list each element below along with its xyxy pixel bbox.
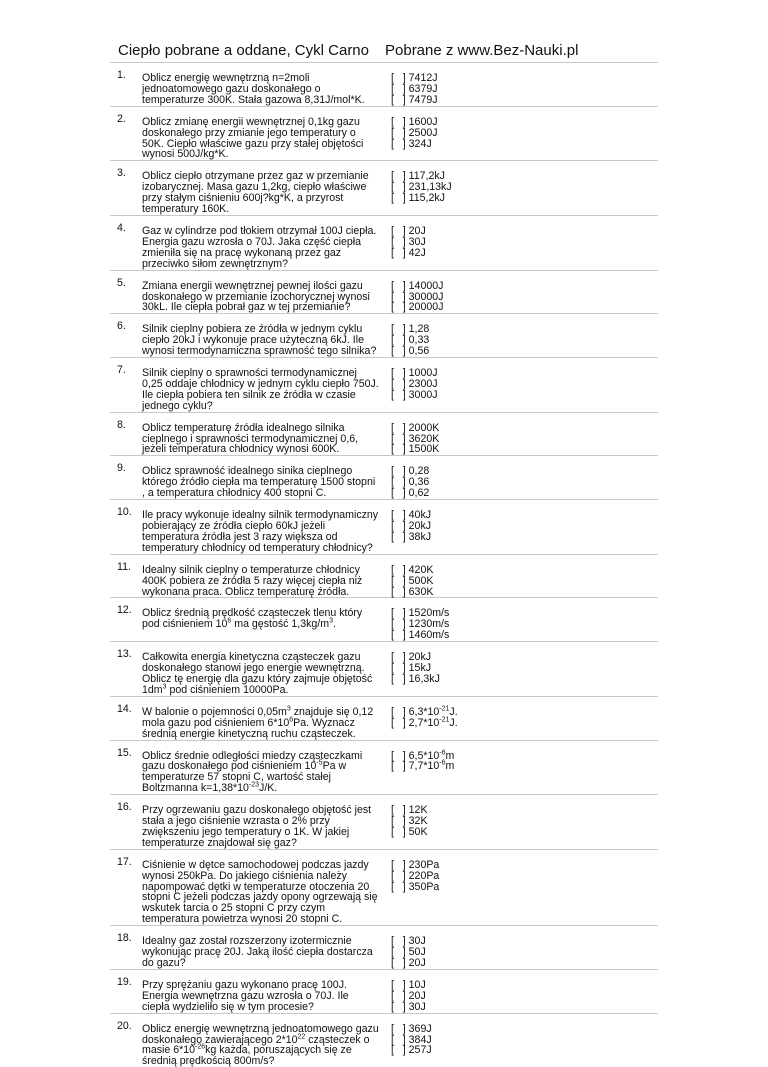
question-text <box>136 500 383 554</box>
question-text-cell <box>136 358 383 413</box>
question-text-cell <box>136 1013 383 1067</box>
question-text <box>136 697 383 740</box>
answer-option[interactable]: [ ] 50J <box>391 946 426 959</box>
question-text <box>136 850 383 925</box>
answer-option[interactable]: [ ] 16,3kJ <box>391 672 440 685</box>
question-number-cell <box>110 106 136 161</box>
question-number: 6. <box>117 320 126 333</box>
question-text-part: Oblicz ciepło otrzymane przez gaz w przemianie izobarycznej. Masa gazu 1,2kg, ciepło właściwe przy stałym ciśnieniu 600j?kg*K, a przyrost temperatury 160K. <box>142 170 369 216</box>
question-number-cell <box>110 696 136 740</box>
answer-option[interactable]: [ ] 220Pa <box>391 869 440 882</box>
question-number: 3. <box>117 167 126 180</box>
superscript: 6 <box>227 617 232 625</box>
question-number-cell <box>110 314 136 358</box>
question-text <box>136 314 383 357</box>
question-text-cell <box>136 314 383 358</box>
superscript: -21 <box>439 716 450 724</box>
answer-options <box>383 500 658 543</box>
answer-option[interactable]: [ ] 7479J <box>391 93 438 106</box>
answers-cell <box>383 598 658 642</box>
answer-option[interactable]: [ ] 1460m/s <box>391 629 450 642</box>
question-row <box>110 215 658 270</box>
answer-option[interactable]: [ ] 1230m/s <box>391 618 450 631</box>
question-row <box>110 849 658 925</box>
answer-option[interactable]: [ ] 14000J <box>391 279 444 292</box>
answer-option[interactable]: [ ] 40kJ <box>391 509 432 522</box>
answer-option[interactable]: [ ] 6379J <box>391 82 438 95</box>
question-row <box>110 161 658 216</box>
answers-cell <box>383 696 658 740</box>
answer-option[interactable]: [ ] 30J <box>391 235 426 248</box>
answer-option[interactable]: [ ] 0,56 <box>391 345 430 358</box>
question-text-part: . <box>332 618 336 631</box>
question-text-cell <box>136 598 383 642</box>
answer-option[interactable]: [ ] 7412J <box>391 72 438 84</box>
answer-option[interactable]: [ ] 30J <box>391 935 426 948</box>
superscript: -6 <box>439 759 446 767</box>
answer-option[interactable]: [ ] 20J <box>391 989 426 1002</box>
question-row <box>110 412 658 456</box>
question-number: 15. <box>117 746 132 759</box>
answer-option[interactable]: [ ] 20J <box>391 224 426 237</box>
answer-option[interactable]: [ ] 20J <box>391 957 426 969</box>
question-text-part: Oblicz energię wewnętrzną jednoatomowego gazu doskonałego zawierającego 2*10 <box>142 1022 379 1046</box>
question-text-part: Oblicz sprawność idealnego sinika cieplnego którego źródło ciepła ma temperaturę 1500 stopni , a temperatura chłodnicy 400 stopni C. <box>142 465 376 500</box>
answer-option[interactable]: [ ] 30J <box>391 1000 426 1013</box>
question-text-part: Przy sprężaniu gazu wykonano pracę 100J. Energia wewnętrzna gazu wzrosła o 70J. Ile ciepła wydzieliło się w tym procesie? <box>142 978 349 1013</box>
answer-option[interactable]: [ ] 115,2kJ <box>391 192 445 205</box>
answers-cell <box>383 849 658 925</box>
question-text <box>136 216 383 270</box>
superscript: -5 <box>316 759 323 767</box>
question-text-part: Pa. Wyznacz średnią energie kinetyczną ruchu cząsteczek. <box>142 716 356 740</box>
questions-table <box>110 62 658 1067</box>
question-number-cell <box>110 926 136 970</box>
answer-option[interactable]: [ ] 12K <box>391 804 428 817</box>
question-number-cell <box>110 795 136 850</box>
answer-options <box>383 1014 658 1057</box>
question-text-part: znajduje się 0,12 mola gazu pod ciśnieniem 6*10 <box>142 705 374 729</box>
question-text <box>136 63 383 106</box>
answer-option[interactable]: [ ] 1520m/s <box>391 607 450 620</box>
answer-option[interactable]: [ ] 2300J <box>391 377 438 390</box>
superscript: -26 <box>195 1043 206 1051</box>
answers-cell <box>383 500 658 555</box>
answer-options <box>383 850 658 893</box>
question-text-part: Przy ogrzewaniu gazu doskonałego objętość jest stała a jego ciśnienie wzrasta o 2% przy zwiększeniu jego temperatury o 1K. W jakiej temperaturze znajdował się gaz? <box>142 804 372 849</box>
answer-options <box>383 63 658 106</box>
question-number: 13. <box>117 648 132 661</box>
answer-options <box>383 161 658 204</box>
answer-options <box>383 795 658 838</box>
question-text-part: Oblicz średnią prędkość cząsteczek tlenu który pod ciśnieniem 10 <box>142 607 363 631</box>
question-text-part: Ciśnienie w dętce samochodowej podczas jazdy wynosi 250kPa. Do jakiego ciśnienia należy napompować dętki w temperaturze otoczenia 20 stopni C jeżeli podczas jazdy opony ogrzewają się wskutek tarcia o 25 stopni C przy czym temperatura powietrza wynosi 20 stopni C. <box>142 858 378 926</box>
question-text <box>136 358 383 412</box>
answer-option[interactable]: [ ] 369J <box>391 1022 432 1035</box>
answer-options <box>383 413 658 456</box>
question-text <box>136 555 383 598</box>
question-text-part: Oblicz średnie odległości miedzy cząsteczkami gazu doskonałego pod ciśnieniem 10 <box>142 749 363 773</box>
question-number: 14. <box>117 702 132 715</box>
question-text <box>136 970 383 1013</box>
question-number-cell <box>110 63 136 107</box>
answer-option[interactable]: [ ] 1500K <box>391 443 440 456</box>
answer-options <box>383 697 658 729</box>
question-text-part: Pa w temperaturze 57 stopni C, wartość stałej Boltzmanna k=1,38*10 <box>142 760 347 795</box>
answer-option[interactable]: [ ] 117,2kJ <box>391 170 445 183</box>
answer-option[interactable]: [ ] 630K <box>391 585 434 598</box>
question-text-part: Oblicz energię wewnętrzną n=2moli jednoatomowego gazu doskonałego o temperaturze 300K. Stała gazowa 8,31J/mol*K. <box>142 72 365 106</box>
question-text-cell <box>136 215 383 270</box>
answer-option[interactable]: [ ] 50K <box>391 825 428 838</box>
answer-options <box>383 642 658 685</box>
answer-option[interactable]: [ ] 2000K <box>391 421 440 434</box>
answer-option[interactable]: [ ] 38kJ <box>391 530 432 543</box>
question-number: 16. <box>117 801 132 814</box>
question-text-part: Zmiana energii wewnętrznej pewnej ilości gazu doskonałego w przemianie izochorycznej wynosi 30kL. Ile ciepła pobrał gaz w tej przemianie? <box>142 279 370 314</box>
answers-cell <box>383 795 658 850</box>
question-number-cell <box>110 270 136 314</box>
question-row <box>110 456 658 500</box>
question-text <box>136 271 383 314</box>
question-text-cell <box>136 106 383 161</box>
question-number: 4. <box>117 221 126 234</box>
answer-options <box>383 926 658 969</box>
question-number-cell <box>110 598 136 642</box>
question-number: 20. <box>117 1019 132 1032</box>
answers-cell <box>383 740 658 795</box>
answer-options <box>383 555 658 598</box>
question-number: 12. <box>117 604 132 617</box>
answer-option[interactable]: [ ] 384J <box>391 1033 432 1046</box>
answer-option[interactable]: [ ] 230Pa <box>391 858 440 871</box>
answer-option[interactable]: [ ] 15kJ <box>391 662 432 675</box>
question-number: 7. <box>117 364 126 377</box>
answer-option[interactable]: [ ] 20kJ <box>391 651 432 664</box>
question-number: 8. <box>117 418 126 431</box>
answer-option[interactable]: [ ] 0,36 <box>391 476 430 489</box>
answer-option[interactable]: [ ] 257J <box>391 1044 432 1057</box>
question-text <box>136 161 383 215</box>
answers-cell <box>383 63 658 107</box>
question-text <box>136 642 383 696</box>
question-text <box>136 413 383 456</box>
question-text-cell <box>136 63 383 107</box>
question-number-cell <box>110 500 136 555</box>
question-row <box>110 314 658 358</box>
question-text <box>136 1014 383 1067</box>
question-text-cell <box>136 161 383 216</box>
question-text-part: ma gęstość 1,3kg/m <box>231 618 330 631</box>
question-number: 11. <box>117 560 131 573</box>
answer-option[interactable]: [ ] 20000J <box>391 301 444 314</box>
answers-cell <box>383 270 658 314</box>
page-title: Ciepło pobrane a oddane, Cykl Carno <box>118 42 369 59</box>
answer-options <box>383 314 658 357</box>
question-text <box>136 795 383 849</box>
superscript: -6 <box>439 748 446 756</box>
answer-option[interactable]: [ ] 500K <box>391 574 434 587</box>
answer-text-part: m <box>445 760 455 773</box>
question-text-cell <box>136 969 383 1013</box>
answer-text-part: [ ] 6,3*10 <box>391 705 440 718</box>
answers-cell <box>383 106 658 161</box>
question-text-cell <box>136 642 383 697</box>
question-text-cell <box>136 554 383 598</box>
answer-option[interactable]: [ ] 420K <box>391 563 434 576</box>
answer-option[interactable]: [ ] 324J <box>391 137 432 150</box>
answer-text-part: [ ] 6,5*10 <box>391 749 440 762</box>
question-text-part: cząsteczek o masie 6*10 <box>142 1033 370 1057</box>
question-row <box>110 969 658 1013</box>
question-number-cell <box>110 642 136 697</box>
answer-option[interactable]: [ ] 1,28 <box>391 323 430 336</box>
answer-text-part: J. <box>449 716 458 729</box>
question-text-cell <box>136 926 383 970</box>
question-number-cell <box>110 969 136 1013</box>
question-number-cell <box>110 161 136 216</box>
answer-options <box>383 107 658 150</box>
question-number-cell <box>110 740 136 795</box>
answer-option[interactable]: [ ] 42J <box>391 246 426 259</box>
question-row <box>110 598 658 642</box>
answers-cell <box>383 969 658 1013</box>
source-label: Pobrane z www.Bez-Nauki.pl <box>385 42 579 59</box>
question-number-cell <box>110 554 136 598</box>
question-text-cell <box>136 456 383 500</box>
answer-options <box>383 456 658 499</box>
answer-options <box>383 741 658 773</box>
question-row <box>110 106 658 161</box>
question-text-cell <box>136 412 383 456</box>
question-text-cell <box>136 849 383 925</box>
answer-option[interactable]: [ ] 3000J <box>391 388 438 401</box>
question-text-part: J/K. <box>259 782 278 795</box>
answer-option[interactable] <box>391 718 658 729</box>
question-number: 5. <box>117 276 126 289</box>
superscript: 22 <box>297 1033 306 1040</box>
question-text-cell <box>136 500 383 555</box>
superscript: 3 <box>329 617 333 625</box>
question-number-cell <box>110 358 136 413</box>
answer-option[interactable]: [ ] 1000J <box>391 367 438 380</box>
answers-cell <box>383 161 658 216</box>
superscript: 3 <box>162 683 167 691</box>
answers-cell <box>383 456 658 500</box>
answer-option[interactable]: [ ] 1600J <box>391 115 438 128</box>
question-text-part: Oblicz zmianę energii wewnętrznej 0,1kg gazu doskonałego przy zmianie jego temperatury o 50K. Ciepło właściwe gazu przy stałej objętości wynosi 500J/kg*K. <box>142 115 364 161</box>
answers-cell <box>383 314 658 358</box>
question-number: 18. <box>117 932 132 945</box>
question-text-cell <box>136 795 383 850</box>
question-number: 1. <box>117 69 126 81</box>
question-text <box>136 926 383 969</box>
answers-cell <box>383 554 658 598</box>
answer-option[interactable]: [ ] 2500J <box>391 126 438 139</box>
answer-text-part: J. <box>449 705 458 718</box>
answer-option[interactable]: [ ] 10J <box>391 978 426 991</box>
question-text-part: Silnik cieplny o sprawności termodynamicznej 0,25 oddaje chłodnicy w jednym cyklu ciepło 750J. Ile ciepła pobiera ten silnik ze źródła w czasie jednego cyklu? <box>142 367 379 412</box>
question-text-part: Gaz w cylindrze pod tłokiem otrzymał 100J ciepła. Energia gazu wzrosła o 70J. Jaka część ciepła zmieniła się na pracę wykonaną przez gaz przeciwko siłom zewnętrznym? <box>142 224 377 270</box>
answer-option[interactable]: [ ] 20kJ <box>391 520 432 532</box>
question-number-cell <box>110 456 136 500</box>
question-row <box>110 696 658 740</box>
answer-options <box>383 970 658 1013</box>
question-row <box>110 270 658 314</box>
question-number-cell <box>110 1013 136 1067</box>
answers-cell <box>383 1013 658 1067</box>
question-number-cell <box>110 412 136 456</box>
answer-text-part: m <box>445 749 455 762</box>
superscript: -21 <box>439 705 450 713</box>
answer-text-part: [ ] 7,7*10 <box>391 760 440 773</box>
answers-cell <box>383 642 658 697</box>
question-text-cell <box>136 740 383 795</box>
question-number: 10. <box>117 506 132 519</box>
answer-options <box>383 271 658 314</box>
answer-option[interactable]: [ ] 231,13kJ <box>391 181 452 194</box>
answer-options <box>383 216 658 259</box>
question-text-part: kg każda, poruszających się ze średnią prędkością 800m/s? <box>142 1044 352 1067</box>
answers-cell <box>383 215 658 270</box>
answers-cell <box>383 358 658 413</box>
answers-cell <box>383 412 658 456</box>
page-header <box>118 42 708 64</box>
answer-option[interactable] <box>391 761 658 772</box>
question-row <box>110 500 658 555</box>
question-text-part: Całkowita energia kinetyczna cząsteczek gazu doskonałego stanowi jego energie wewnętrzną. Oblicz tę energię dla gazu który zajmuje objętość 1dm <box>142 651 373 696</box>
question-row <box>110 554 658 598</box>
question-row <box>110 63 658 107</box>
answers-cell <box>383 926 658 970</box>
question-row <box>110 795 658 850</box>
question-row <box>110 1013 658 1067</box>
answer-option[interactable]: [ ] 350Pa <box>391 880 440 893</box>
question-text-cell <box>136 696 383 740</box>
answer-option[interactable]: [ ] 3620K <box>391 432 440 445</box>
answer-options <box>383 358 658 401</box>
question-text-part: Silnik cieplny pobiera ze źródła w jednym cyklu ciepło 20kJ i wykonuje prace użyteczną 6kJ. Ile wynosi termodynamiczna sprawność tego silnika? <box>142 323 377 358</box>
answer-option[interactable]: [ ] 0,28 <box>391 465 430 478</box>
answer-option[interactable]: [ ] 32K <box>391 815 428 828</box>
superscript: -23 <box>248 781 260 789</box>
superscript: 6 <box>289 716 294 724</box>
answer-option[interactable]: [ ] 0,62 <box>391 487 430 500</box>
question-number: 9. <box>117 462 126 475</box>
question-text-part: W balonie o pojemności 0,05m <box>142 705 287 718</box>
superscript: 3 <box>286 705 291 713</box>
question-text <box>136 741 383 795</box>
answer-option[interactable]: [ ] 30000J <box>391 290 444 303</box>
question-row <box>110 740 658 795</box>
question-text <box>136 456 383 499</box>
question-number-cell <box>110 849 136 925</box>
question-text-part: Idealny gaz został rozszerzony izotermicznie wykonując pracę 20J. Jaką ilość ciepła dostarcza do gazu? <box>142 935 373 969</box>
question-number: 2. <box>117 112 126 125</box>
question-text <box>136 107 383 161</box>
answer-option[interactable]: [ ] 0,33 <box>391 334 430 347</box>
question-text-part: pod ciśnieniem 10000Pa. <box>166 683 289 696</box>
question-row <box>110 642 658 697</box>
question-row <box>110 926 658 970</box>
question-text-part: Oblicz temperaturę źródła idealnego silnika cieplnego i sprawności termodynamicznej 0,6, jeżeli temperatura chłodnicy wynosi 600K. <box>142 421 359 456</box>
question-text-part: Ile pracy wykonuje idealny silnik termodynamiczny pobierający ze źródła ciepło 60kJ jeżeli temperatura źródła jest 3 razy większa od temperatury chłodnicy od temperatury chłodnicy? <box>142 509 379 554</box>
question-number-cell <box>110 215 136 270</box>
question-text <box>136 598 383 630</box>
question-text-part: Idealny silnik cieplny o temperaturze chłodnicy 400K pobiera ze źródła 5 razy więcej ciepła niż wykonana praca. Oblicz temperaturę źródła. <box>142 563 363 598</box>
answer-text-part: [ ] 2,7*10 <box>391 716 440 729</box>
question-number: 19. <box>117 975 132 988</box>
answer-options <box>383 598 658 641</box>
question-row <box>110 358 658 413</box>
question-text-cell <box>136 270 383 314</box>
question-number: 17. <box>117 855 132 868</box>
